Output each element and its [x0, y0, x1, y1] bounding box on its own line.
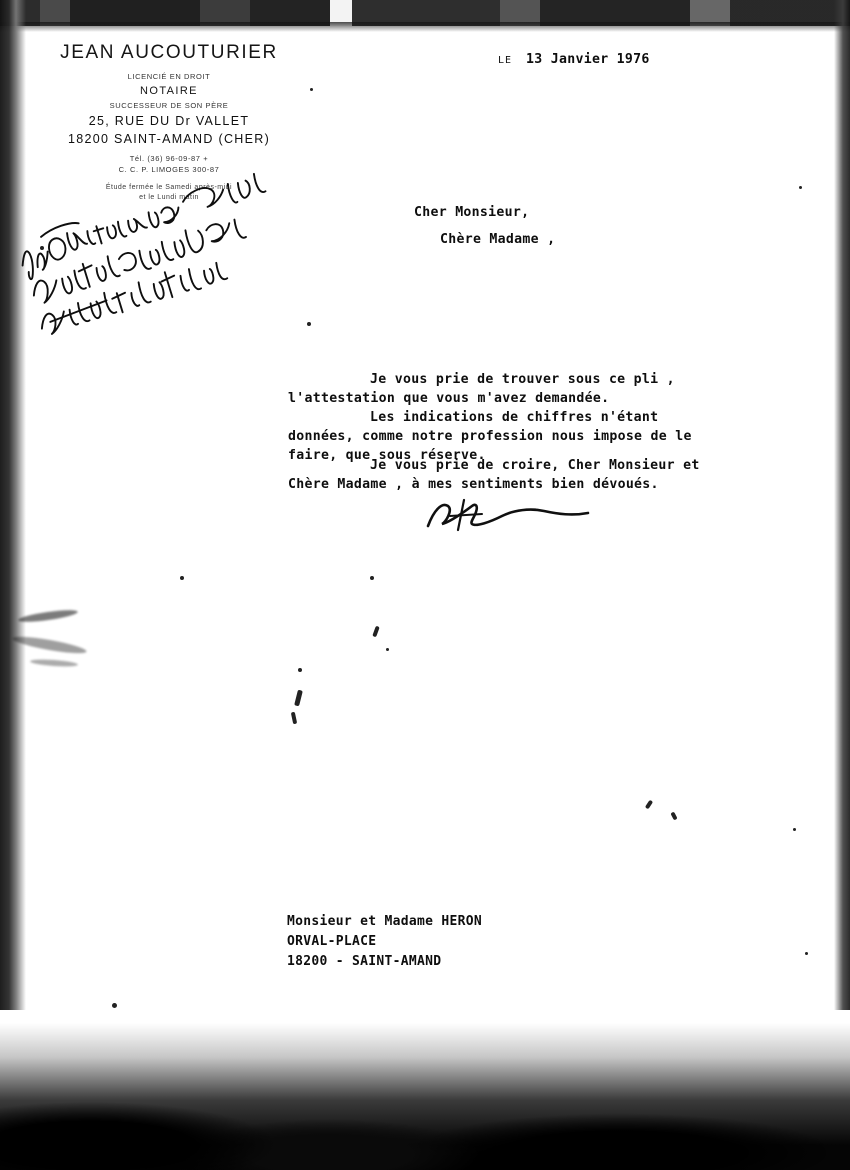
letterhead-city: 18200 SAINT-AMAND (CHER) — [67, 132, 271, 146]
body-paragraph-3 — [288, 456, 788, 494]
scan-speck — [291, 712, 297, 725]
recipient-line-3: 18200 - SAINT-AMAND — [287, 954, 442, 969]
letterhead-ccp: C. C. P. LIMOGES 300-87 — [118, 165, 220, 174]
scan-artifact-bottom-edge — [0, 995, 850, 1170]
scan-speck — [386, 648, 389, 651]
scan-smudge — [30, 658, 78, 667]
scan-artifact-right-edge — [834, 0, 850, 1010]
letterhead-street: 25, RUE DU Dr VALLET — [88, 114, 250, 128]
letterhead-hours — [34, 183, 304, 203]
letterhead-title: NOTAIRE — [140, 85, 198, 97]
body-p1-line1: Je vous prie de trouver sous ce pli , — [370, 372, 675, 387]
signature-mark — [420, 496, 620, 536]
scan-artifact-left-edge — [0, 0, 26, 1010]
scan-speck — [298, 668, 302, 672]
scan-speck — [112, 1003, 117, 1008]
scan-speck — [294, 690, 303, 707]
body-p2-line1: Les indications de chiffres n'étant — [370, 410, 659, 425]
scan-speck — [310, 88, 313, 91]
letterhead — [34, 42, 304, 203]
letterhead-hours-line2: et le Lundi matin — [139, 194, 199, 202]
body-p2-line2: données, comme notre profession nous impose de le — [288, 429, 692, 444]
body-p3-line1: Je vous prie de croire, Cher Monsieur et — [370, 458, 700, 473]
scan-speck — [670, 812, 677, 821]
scan-speck — [370, 576, 374, 580]
scan-speck — [793, 828, 796, 831]
scan-speck — [40, 246, 44, 250]
scan-artifact-top-shadow — [0, 22, 850, 32]
salutation-line-2: Chère Madame , — [440, 232, 556, 247]
recipient-line-1: Monsieur et Madame HERON — [287, 914, 483, 929]
body-paragraph-1 — [288, 370, 788, 408]
letterhead-hours-line1: Étude fermée le Samedi après-midi — [105, 184, 233, 191]
letterhead-phone: Tél. (36) 96-09-87 + — [129, 154, 209, 163]
recipient-line-2: ORVAL-PLACE — [287, 934, 377, 949]
scan-speck — [372, 626, 380, 638]
scan-speck — [805, 952, 808, 955]
scan-speck — [180, 576, 184, 580]
body-p3-line2: Chère Madame , à mes sentiments bien dévoués. — [288, 477, 659, 492]
scan-smudge — [18, 608, 79, 624]
letterhead-qualification: LICENCIÉ EN DROIT — [127, 72, 211, 81]
letterhead-succession: SUCCESSEUR DE SON PÈRE — [109, 101, 229, 110]
date-label: LE — [498, 55, 513, 66]
scan-speck — [307, 322, 311, 326]
scan-speck — [645, 800, 653, 810]
scan-speck — [799, 186, 802, 189]
body-p1-line2: l'attestation que vous m'avez demandée. — [288, 391, 610, 406]
recipient-address — [287, 912, 482, 972]
letterhead-name: JEAN AUCOUTURIER — [60, 42, 278, 63]
letter-date — [498, 52, 650, 67]
body-p2-line3: faire, que sous réserve. — [288, 448, 486, 463]
date-value: 13 Janvier 1976 — [526, 52, 650, 67]
salutation-line-1: Cher Monsieur, — [414, 205, 530, 220]
